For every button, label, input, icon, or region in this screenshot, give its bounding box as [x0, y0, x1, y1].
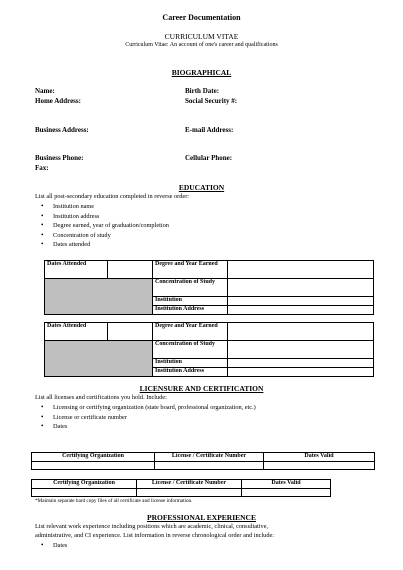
- fax-label: Fax:: [35, 164, 49, 172]
- education-heading: EDUCATION: [178, 183, 225, 192]
- dates-valid-header: Dates Valid: [264, 453, 375, 462]
- list-item: • Dates: [35, 422, 256, 432]
- dates-attended-cell: Dates Attended: [45, 323, 108, 341]
- degree-year-cell: Degree and Year Earned: [153, 323, 228, 341]
- shaded-cell: [45, 279, 153, 315]
- list-item: • Concentration of study: [35, 231, 169, 241]
- license-number-header: License / Certificate Number: [155, 453, 264, 462]
- education-table: [44, 322, 374, 377]
- education-table: [44, 260, 374, 315]
- license-note: *Maintain separate hard copy files of all certificate and license information.: [35, 498, 193, 504]
- experience-list: [35, 541, 67, 551]
- list-item: • Dates: [35, 541, 67, 551]
- business-address-label: Business Address:: [35, 126, 89, 134]
- experience-heading: PROFESSIONAL EXPERIENCE: [147, 513, 256, 522]
- institution-cell: Institution: [153, 297, 228, 306]
- certifying-org-header: Certifying Organization: [32, 453, 155, 462]
- list-item: • License or certificate number: [35, 413, 256, 423]
- list-item: • Licensing or certifying organization (state board, professional organization, etc.): [35, 403, 256, 413]
- dates-attended-cell: Dates Attended: [45, 261, 108, 279]
- email-address-label: E-mail Address:: [185, 126, 234, 134]
- concentration-cell: Concentration of Study: [153, 279, 228, 297]
- licensure-heading: LICENSURE AND CERTIFICATION: [139, 384, 264, 393]
- name-label: Name:: [35, 87, 55, 95]
- biographical-heading: BIOGRAPHICAL: [171, 68, 232, 77]
- institution-address-cell: Institution Address: [153, 306, 228, 315]
- document-title: Career Documentation: [162, 13, 241, 22]
- certifying-org-header: Certifying Organization: [32, 480, 137, 489]
- list-item: • Dates attended: [35, 240, 169, 250]
- business-phone-label: Business Phone:: [35, 154, 84, 162]
- list-item: • Institution name: [35, 202, 169, 212]
- license-table: [31, 479, 331, 497]
- education-intro: List all post-secondary education completed in reverse order:: [35, 193, 190, 200]
- institution-cell: Institution: [153, 359, 228, 368]
- education-list: [35, 202, 169, 250]
- licensure-list: [35, 403, 256, 432]
- home-address-label: Home Address:: [35, 97, 81, 105]
- degree-year-cell: Degree and Year Earned: [153, 261, 228, 279]
- experience-intro-line2: administrative, and CI experience. List information in reverse chronological order and include:: [35, 532, 275, 539]
- shaded-cell: [45, 341, 153, 377]
- license-table: [31, 452, 375, 470]
- institution-address-cell: Institution Address: [153, 368, 228, 377]
- ssn-label: Social Security #:: [185, 97, 238, 105]
- list-item: • Degree earned, year of graduation/completion: [35, 221, 169, 231]
- license-number-header: License / Certificate Number: [137, 480, 242, 489]
- concentration-cell: Concentration of Study: [153, 341, 228, 359]
- list-item: • Institution address: [35, 212, 169, 222]
- licensure-intro: List all licenses and certifications you hold. Include:: [35, 394, 167, 401]
- experience-intro-line1: List relevant work experience including positions which are academic, clinical, consultative,: [35, 523, 269, 530]
- cv-title: CURRICULUM VITAE: [164, 32, 239, 41]
- cv-subtitle: Curriculum Vitae: An account of one's career and qualifications: [125, 42, 278, 48]
- dates-valid-header: Dates Valid: [242, 480, 331, 489]
- birth-date-label: Birth Date:: [185, 87, 220, 95]
- cellular-phone-label: Cellular Phone:: [185, 154, 233, 162]
